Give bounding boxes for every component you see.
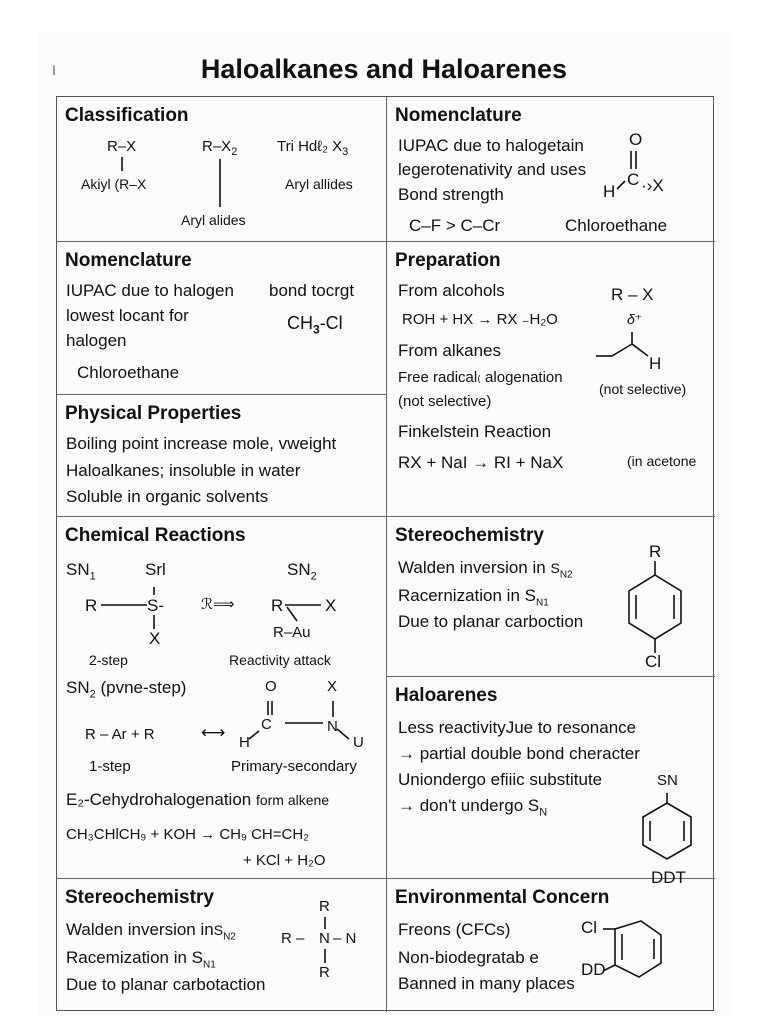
chem-srl: Srl — [145, 560, 166, 579]
physical-heading: Physical Properties — [65, 403, 242, 424]
svg-text:·›X: ·›X — [641, 176, 664, 195]
prep-reaction-1: ROH + HX → RX ₋H₂O — [402, 311, 558, 328]
stereo-right-line-3: Due to planar carboction — [398, 612, 584, 631]
stereo-left-r-bottom: R — [319, 964, 330, 981]
chem-e2: E₂-Cehydrohalogenation form alkene — [66, 790, 330, 809]
nom-top-bond-strength: C–F > C–Cr — [409, 216, 501, 235]
prep-from-alkanes: From alkanes — [398, 341, 501, 360]
env-dd: DD — [581, 960, 606, 979]
chem-eq-1: CH₃CHlCH₉ + KOH → CH₉ CH=CH₂ — [66, 826, 310, 843]
class-aryl-right: Aryl allides — [285, 176, 353, 192]
stereo-right-heading: Stereochemistry — [395, 525, 544, 546]
stereo-left-line-1: Walden inversion inS$_{N2}$ — [66, 920, 236, 943]
stereo-left-heading: Stereochemistry — [65, 887, 214, 908]
stereochemistry-right-cell — [387, 517, 715, 677]
preparation-heading: Preparation — [395, 250, 501, 271]
prep-acetone: (in acetone — [627, 453, 697, 469]
prep-free-radical: Free radical₍ alogenation — [398, 369, 563, 386]
stereo-left-r-left: R – — [281, 930, 305, 947]
env-line-2: Non-biodegratab e — [398, 948, 539, 967]
preparation-cell — [387, 242, 715, 517]
prep-mol-rx: R – X — [611, 285, 654, 304]
nomenclature-left-cell — [57, 242, 387, 395]
prep-alkane-structure — [592, 332, 692, 372]
haloarenes-heading: Haloarenes — [395, 685, 498, 706]
physical-line-3: Soluble in organic solvents — [66, 487, 269, 506]
svg-text:O: O — [629, 130, 643, 149]
stereo-left-r-top: R — [319, 898, 330, 915]
chem-h: H — [239, 734, 250, 751]
chem-eq-2: + KCl + H₂O — [243, 852, 326, 869]
env-cl: Cl — [581, 918, 598, 937]
chem-s: S- — [147, 596, 164, 615]
chemical-heading: Chemical Reactions — [65, 525, 246, 546]
nom-top-name: Chloroethane — [565, 216, 668, 235]
halo-sn: SN — [657, 772, 678, 789]
stereo-right-line-1: Walden inversion in $S_{N2}$ — [398, 558, 573, 581]
prep-finkelstein-eq: RX + NaI → RI + NaX — [398, 453, 564, 472]
stereo-right-line-2: Racernization in $S_{N1}$ — [398, 586, 549, 609]
margin-mark: I — [52, 62, 56, 78]
chem-x2: X — [325, 596, 337, 615]
environment-heading: Environmental Concern — [395, 887, 610, 908]
chem-c: C — [261, 716, 272, 733]
nom-left-line-3: halogen — [66, 331, 127, 350]
class-bond-line — [117, 155, 127, 175]
physical-line-1: Boiling point increase mole, vweight — [66, 434, 337, 453]
physical-line-2: Haloalkanes; insoluble in water — [66, 461, 301, 480]
class-bond-line-long — [215, 157, 225, 217]
chem-sn2: $SN_2$ — [287, 560, 317, 583]
chem-arrow: ℛ⟹ — [201, 596, 235, 613]
chem-two-step: 2-step — [89, 652, 128, 668]
prep-not-selective-small: (not selective) — [599, 381, 687, 397]
nom-left-formula: $CH_3-Cl$ — [287, 313, 343, 337]
class-aryl-bottom: Aryl alides — [181, 212, 246, 228]
chem-r-ar: R – Ar + R — [85, 726, 155, 743]
svg-text:H: H — [603, 182, 616, 201]
classification-cell — [57, 97, 387, 242]
env-line-3: Banned in many places — [398, 974, 575, 993]
haloarenes-cell — [387, 677, 715, 887]
cheat-sheet-grid — [56, 96, 714, 1011]
environmental-concern-cell — [387, 879, 715, 1012]
stereo-right-r: R — [649, 542, 662, 561]
halo-ddt: DDT — [651, 868, 686, 887]
stereo-left-line-2: Racemization in $S_{N1}$ — [66, 948, 216, 971]
prep-mol-h: H — [649, 354, 662, 373]
stereo-left-line-3: Due to planar carbotaction — [66, 975, 266, 994]
nom-left-name: Chloroethane — [77, 363, 180, 382]
halo-line-4: → don't undergo $S_N$ — [398, 796, 548, 819]
prep-from-alcohols: From alcohols — [398, 281, 505, 300]
nomenclature-left-heading: Nomenclature — [65, 250, 192, 271]
class-akiyl: Akiyl (R–X — [81, 176, 147, 192]
chem-x-top: X — [327, 678, 338, 695]
classification-heading: Classification — [65, 105, 189, 126]
para-benzene-ring — [625, 561, 689, 657]
prep-finkelstein: Finkelstein Reaction — [398, 422, 552, 441]
class-trihalo: Tri Hdℓ₂ $X_3$ — [277, 138, 349, 158]
chem-sn2-onestep: $SN_2$ (pvne-step) — [66, 678, 187, 701]
chem-r1: R — [85, 596, 98, 615]
class-rx: R–X — [107, 138, 137, 155]
nom-left-line-2: lowest locant for — [66, 306, 189, 325]
nom-left-line-1: IUPAC due to halogen — [66, 281, 234, 300]
chem-au: R–Au — [273, 624, 311, 641]
prep-mol-delta: δ⁺ — [627, 311, 643, 327]
prep-not-selective: (not selective) — [398, 393, 492, 410]
chem-double-arrow: ⟷ — [201, 723, 226, 742]
halo-benzene-ring — [635, 793, 699, 863]
nomenclature-top-heading: Nomenclature — [395, 105, 522, 126]
chem-reactivity: Reactivity attack — [229, 652, 331, 668]
chem-r2: R — [271, 596, 284, 615]
chem-u: U — [353, 734, 364, 751]
chem-sn1: $SN_1$ — [66, 560, 96, 583]
page-title: Haloalkanes and Haloarenes — [200, 54, 568, 84]
carbonyl-structure — [597, 131, 697, 201]
svg-text:C: C — [627, 170, 640, 189]
stereo-right-cl: Cl — [645, 652, 662, 671]
chem-n: N — [327, 718, 338, 735]
stereo-left-n: N — [319, 930, 330, 947]
halo-line-3: Uniondergo efiiic substitute — [398, 770, 603, 789]
halo-line-1: Less reactivityJue to resonance — [398, 718, 637, 737]
chem-x1: X — [149, 629, 161, 648]
nom-top-line-3: Bond strength — [398, 185, 504, 204]
chem-o: O — [265, 678, 277, 695]
nom-top-line-2: legerotenativity and uses — [398, 160, 587, 179]
chem-sn2-bonds — [281, 587, 351, 627]
env-line-1: Freons (CFCs) — [398, 920, 511, 939]
chem-one-step: 1-step — [89, 758, 131, 775]
stereo-left-n2: – N — [333, 930, 357, 947]
stereochemistry-left-cell — [57, 879, 387, 1012]
nom-left-bond-label: bond tocrgt — [269, 281, 355, 300]
env-benzene-ring — [601, 919, 671, 987]
physical-properties-cell — [57, 395, 387, 517]
chem-primary: Primary-secondary — [231, 758, 357, 775]
nom-top-line-1: IUPAC due to halogetain — [398, 136, 584, 155]
nomenclature-top-cell — [387, 97, 715, 242]
chemical-reactions-cell — [57, 517, 387, 879]
class-rx2: $R-X_2$ — [202, 138, 238, 158]
halo-line-2: → partial double bond cheracter — [398, 744, 640, 763]
